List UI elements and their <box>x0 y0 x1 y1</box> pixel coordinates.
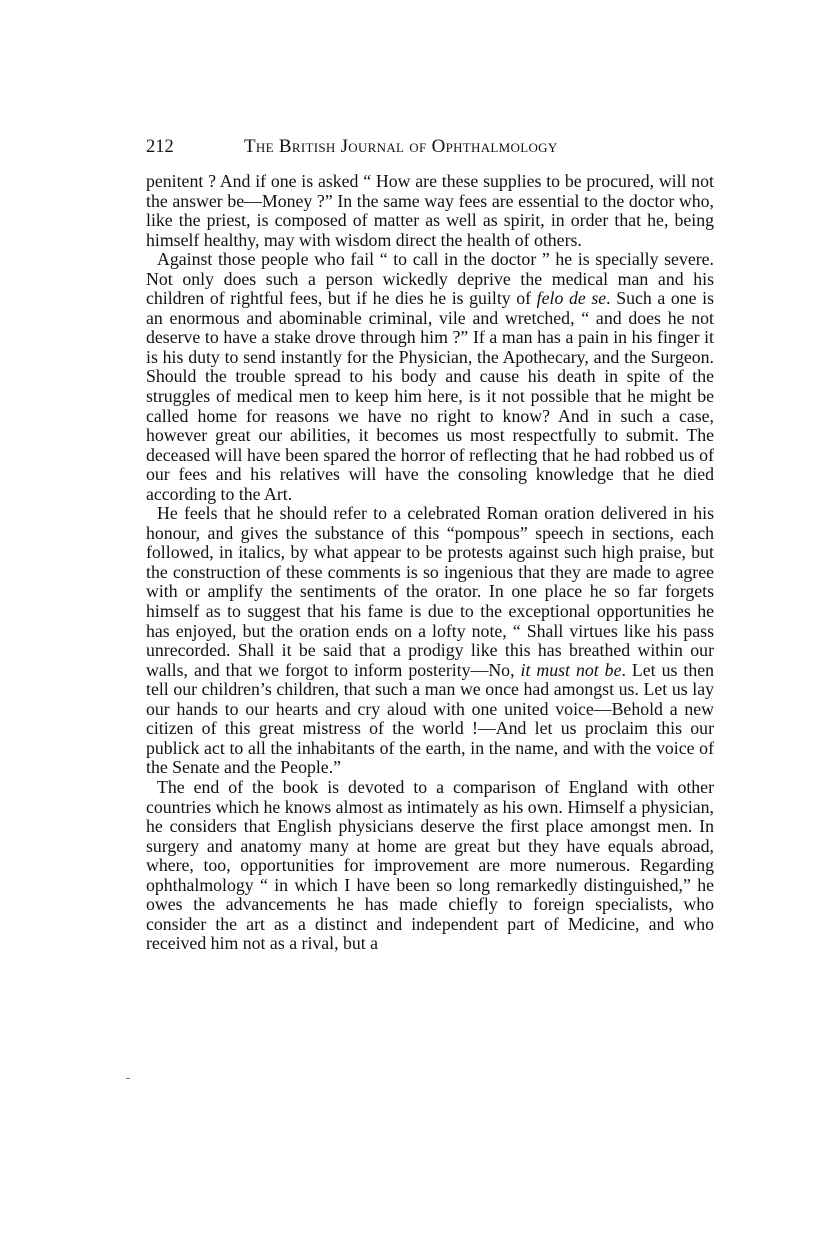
text-run: . Let us then tell our children’s children, that such a man we once had amongst us. Let us lay our hands to our hearts and cry aloud with one united voice—Behold a new citizen of this great mistress of the world !—And let us proclaim this our publick act to all the inhabitants of the earth, in the name, and with the voice of the Senate and the People.” <box>146 659 715 778</box>
article-body <box>146 172 714 954</box>
margin-mark <box>126 1078 130 1079</box>
paragraph <box>146 778 714 954</box>
paragraph <box>146 250 714 504</box>
page-number: 212 <box>146 137 174 157</box>
italic-text: it must not be <box>520 659 622 680</box>
text-run: penitent ? And if one is asked “ How are these supplies to be procured, will not the answer be—Money ?” In the same way fees are essential to the doctor who, like the priest, is composed of matter as well as spirit, in order that he, being himself healthy, may with wisdom direct the health of others. <box>146 171 714 250</box>
paragraph <box>146 172 714 250</box>
journal-title: The British Journal of Ophthalmology <box>244 136 558 157</box>
text-run: . Such a one is an enormous and abominable criminal, vile and wretched, “ and does he not deserve to have a stake drove through him ?” If a man has a pain in his finger it is his duty to send instantly for the Physician, the Apothecary, and the Surgeon. Should the trouble spread to his body and cause his death in spite of the struggles of medical men to keep him here, is it not possible that he might be called home for reasons we have no right to know? And in such a case, however great our abilities, it becomes us most respectfully to submit. The deceased will have been spared the horror of reflecting that he had robbed us of our fees and his relatives will have the consoling knowledge that he died according to the Art. <box>146 288 714 504</box>
italic-text: felo de se <box>536 288 607 309</box>
paragraph <box>146 504 714 778</box>
running-header <box>146 132 714 162</box>
text-run: He feels that he should refer to a celebrated Roman oration delivered in his honour, and gives the substance of this “pompous” speech in sections, each followed, in italics, by what appear to be protests against such high praise, but the construction of these comments is so ingenious that they are made to agree with or amplify the sentiments of the orator. In one place he so far forgets himself as to suggest that his fame is due to the exceptional opportunities he has enjoyed, but the oration ends on a lofty note, “ Shall virtues like his pass unrecorded. Shall it be said that a prodigy like this has breathed within our walls, and that we forgot to inform posterity—No, <box>146 503 714 680</box>
text-run: The end of the book is devoted to a comparison of England with other countries which he knows almost as intimately as his own. Himself a physician, he considers that English physicians deserve the first place amongst men. In surgery and anatomy many at home are great but they have equals abroad, where, too, opportunities for improvement are more numerous. Regarding ophthalmology “ in which I have been so long remarkedly distinguished,” he owes the advancements he has made chiefly to foreign specialists, who consider the art as a distinct and independent part of Medicine, and who received him not as a rival, but a <box>146 776 714 954</box>
text-run: Against those people who fail “ to call in the doctor ” he is specially severe. Not only does such a person wickedly deprive the medical man and his children of rightful fees, but if he dies he is guilty of <box>146 249 714 309</box>
journal-page <box>146 132 714 954</box>
